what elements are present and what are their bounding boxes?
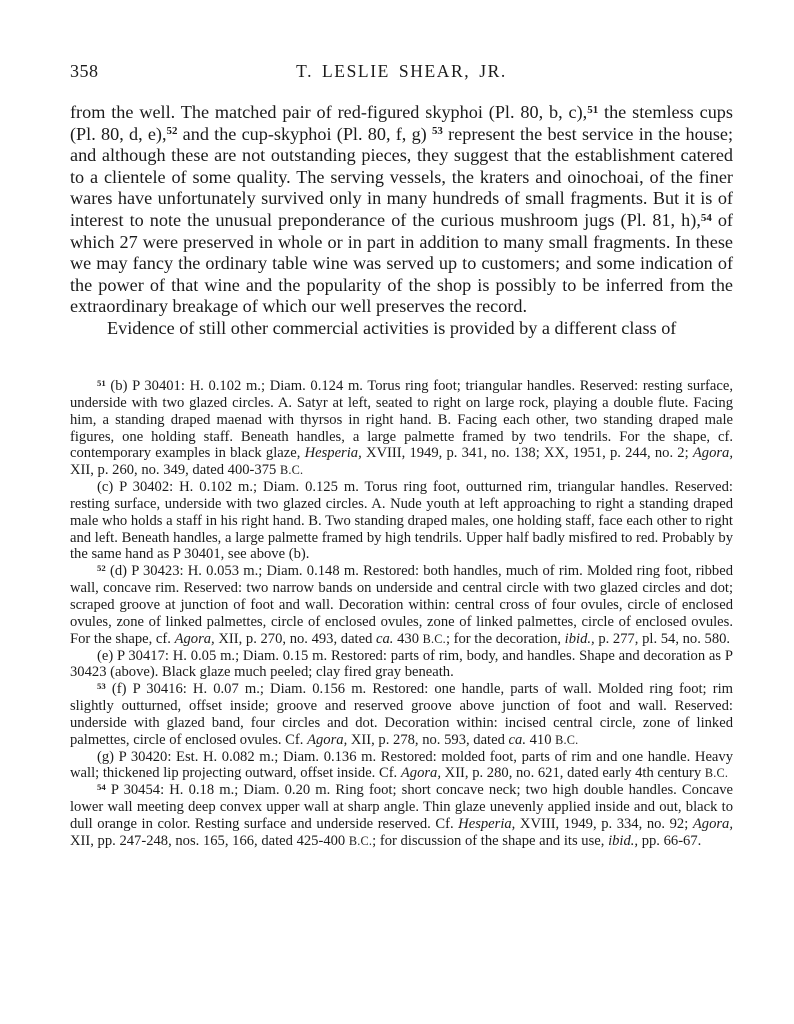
text-run: and the cup-skyphoi (Pl. 80, f, g) [177, 123, 432, 144]
text-run: (f) P 30416: H. 0.07 m.; Diam. 0.156 m. Restored: one handle, parts of wall. Molded ring foot; rim slightly outturned, offset inside; groove and reserved groove above junction of foot and wall. Reserved: underside with glazed band, four circles and dot. Decoration within: incised central circle, zone of linked palmettes, circle of enclosed ovules. Cf. [70, 681, 733, 748]
text-run: p. 277, pl. 54, no. 580. [594, 630, 731, 647]
text-run: ca. [508, 731, 526, 748]
text-run: XVIII, 1949, p. 334, no. 92; [515, 815, 693, 832]
text-run: XII, pp. 247-248, nos. 165, 166, dated 425-400 [70, 832, 349, 849]
text-run: Agora, [174, 630, 215, 647]
text-run: B.C. [422, 631, 446, 646]
text-run: the stemless cups (Pl. 80, d, e), [70, 102, 733, 144]
text-run: 410 [525, 731, 556, 748]
body-paragraph-2 [70, 318, 733, 340]
text-run: (b) P 30401: H. 0.102 m.; Diam. 0.124 m. Torus ring foot; triangular handles. Reserved: resting surface, underside with two glazed circles. A. Satyr at left, seated to right on large rock, playing a double flute. Facing him, a standing draped maenad with thyrsos in right hand. B. Facing each other, two standing draped male figures, one holding staff. Beneath handles, a large palmette framed by two tendrils. For the shape, cf. contemporary examples in black glaze, [70, 378, 733, 462]
text-run: B.C. [348, 833, 373, 848]
text-run: Evidence of still other commercial activities is provided by a different class of [107, 317, 677, 338]
footnote-marker: 54 [700, 211, 712, 224]
text-run: ca. [376, 630, 394, 647]
text-run: represent the best service in the house; and although these are not outstanding pieces, they suggest that the establishment catered to a clientele of some quality. The serving vessels, the kraters and oinochoai, of the finer wares have unfortunately survived only in many hundreds of small fragments. But it is of interest to note the unusual preponderance of the curious mushroom jugs (Pl. 81, h), [70, 123, 734, 230]
text-run: Agora, [307, 731, 348, 748]
text-run: ibid., [564, 630, 595, 647]
text-run: (e) P 30417: H. 0.05 m.; Diam. 0.15 m. Restored: parts of rim, body, and handles. Shape and decoration as P 30423 (above). Black glaze much peeled; clay fired gray beneath. [70, 647, 733, 681]
footnote-51 [70, 378, 733, 479]
text-run: B.C. [555, 732, 579, 747]
text-run: XVIII, 1949, p. 341, no. 138; XX, 1951, p. 244, no. 2; [361, 445, 693, 462]
text-run: 430 [393, 630, 423, 647]
footnote-53-item-g [70, 749, 733, 783]
footnote-marker: 52 [97, 563, 106, 574]
article-body [70, 102, 733, 340]
footnote-marker: 52 [166, 125, 178, 138]
footnote-53 [70, 681, 733, 748]
body-paragraph-1 [70, 102, 733, 318]
text-run: Hesperia, [458, 815, 516, 832]
running-head: T. LESLIE SHEAR, JR. [296, 61, 507, 81]
footnote-51-item-c [70, 479, 733, 563]
text-run: Agora, [400, 765, 441, 782]
text-run: (g) P 30420: Est. H. 0.082 m.; Diam. 0.136 m. Restored: molded foot, parts of rim and one handle. Heavy wall; thickened lip projecting outward, offset inside. Cf. [70, 748, 733, 782]
footnote-marker: 54 [97, 782, 106, 793]
footnote-52 [70, 563, 733, 647]
text-run: B.C. [704, 766, 729, 781]
footnote-54 [70, 782, 733, 849]
footnotes-section [70, 378, 733, 850]
footnote-marker: 51 [587, 103, 599, 116]
text-run: ; for discussion of the shape and its use, [372, 832, 609, 849]
text-run: P 30454: H. 0.18 m.; Diam. 0.20 m. Ring foot; short concave neck; two high double handles. Concave lower wall meeting deep convex upper wall at sharp angle. Thin glaze unevenly applied inside and out, black to dull orange in color. Resting surface and underside reserved. Cf. [70, 782, 733, 832]
text-run: from the well. The matched pair of red-figured skyphoi (Pl. 80, b, c), [70, 102, 588, 122]
text-run: of which 27 were preserved in whole or in part in addition to many small fragments. In these we may fancy the ordinary table wine was served up to customers; and some indication of the power of that wine and the popularity of the shop is possibly to be inferred from the extraordinary breakage of which our well preserves the record. [70, 209, 733, 317]
text-run: Hesperia, [304, 445, 362, 462]
footnote-marker: 53 [97, 680, 106, 691]
text-run: Agora, [692, 815, 733, 832]
footnote-marker: 53 [431, 125, 443, 138]
text-run: B.C. [279, 463, 304, 478]
page-number: 358 [70, 61, 99, 81]
footnote-52-item-e [70, 648, 733, 682]
text-run: XII, p. 260, no. 349, dated 400-375 [70, 462, 280, 479]
text-run: Agora, [692, 445, 733, 462]
text-run: XII, p. 270, no. 493, dated [214, 630, 377, 647]
footnote-marker: 51 [97, 377, 106, 388]
page-header [70, 61, 733, 85]
text-run: (d) P 30423: H. 0.053 m.; Diam. 0.148 m. Restored: both handles, much of rim. Molded ring foot, ribbed wall, concave rim. Reserved: two narrow bands on underside and central circle with two glazed circles and dot; scraped groove at junction of foot and wall. Decoration within: central cross of four ovules, circle of enclosed ovules, zone of linked palmettes, circle of enclosed ovules, zone of linked palmettes, circle of enclosed ovules. For the shape, cf. [70, 563, 733, 647]
text-run: (c) P 30402: H. 0.102 m.; Diam. 0.125 m. Torus ring foot, outturned rim, triangular handles. Reserved: resting surface, underside with two glazed circles. A. Nude youth at left approaching to right a standing draped male who holds a staff in his right hand. B. Two standing draped males, one holding staff, face each other to right and left. Beneath handles, a large palmette framed by high tendrils. Upper half badly misfired to red. Probably by the same hand as P 30401, see above (b). [70, 479, 733, 563]
text-run: ibid., [608, 832, 639, 849]
text-run: XII, p. 280, no. 621, dated early 4th century [441, 765, 705, 782]
text-run: ; for the decoration, [445, 630, 565, 647]
text-run: XII, p. 278, no. 593, dated [347, 731, 509, 748]
text-run: pp. 66-67. [638, 832, 702, 849]
